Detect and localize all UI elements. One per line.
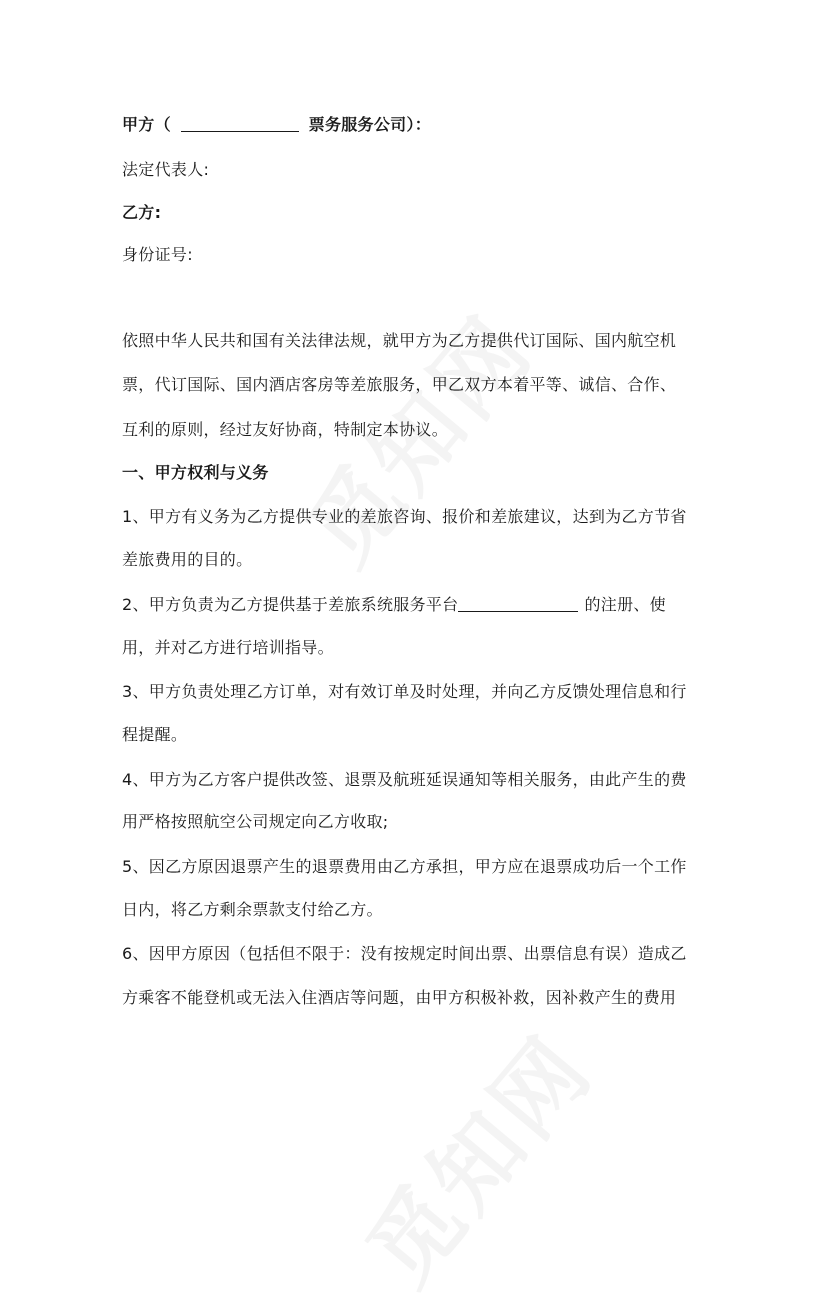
section-title: 一、甲方权利与义务	[122, 463, 269, 482]
intro-line: 票，代订国际、国内酒店客房等差旅服务，甲乙双方本着平等、诚信、合作、	[122, 375, 677, 394]
party-a-suffix: 票务服务公司）：	[308, 115, 432, 134]
clause-text: 5、因乙方原因退票产生的退票费用由乙方承担，甲方应在退票成功后一个工作	[122, 857, 687, 876]
party-b-label: 乙方:	[122, 203, 162, 222]
party-a-prefix: 甲方（	[122, 115, 171, 134]
platform-name-blank[interactable]	[458, 595, 578, 612]
clause-text: 4、甲方为乙方客户提供改签、退票及航班延误通知等相关服务，由此产生的费	[122, 770, 687, 789]
clause-text: 3、甲方负责处理乙方订单，对有效订单及时处理，并向乙方反馈处理信息和行	[122, 682, 687, 701]
clause-2-text-end: 的注册、使	[584, 595, 666, 614]
clause-2-text: 2、甲方负责为乙方提供基于差旅系统服务平台	[122, 595, 459, 614]
watermark	[332, 1003, 617, 1307]
party-a-line	[122, 115, 431, 135]
intro-line: 依照中华人民共和国有关法律法规，就甲方为乙方提供代订国际、国内航空机	[122, 331, 677, 350]
clause-text: 方乘客不能登机或无法入住酒店等问题，由甲方积极补救，因补救产生的费用	[122, 988, 677, 1007]
clause-text: 程提醒。	[122, 725, 188, 744]
clause-text	[122, 595, 666, 615]
clause-text: 差旅费用的目的。	[122, 550, 253, 569]
clause-text: 6、因甲方原因（包括但不限于：没有按规定时间出票、出票信息有误）造成乙	[122, 944, 687, 963]
clause-text: 1、甲方有义务为乙方提供专业的差旅咨询、报价和差旅建议，达到为乙方节省	[122, 507, 687, 526]
legal-representative-label: 法定代表人:	[122, 160, 210, 179]
intro-line: 互利的原则，经过友好协商，特制定本协议。	[122, 420, 449, 439]
party-a-company-blank[interactable]	[181, 115, 299, 132]
id-number-label: 身份证号:	[122, 245, 193, 264]
clause-text: 用，并对乙方进行培训指导。	[122, 638, 334, 657]
clause-text: 用严格按照航空公司规定向乙方收取;	[122, 812, 389, 831]
clause-text: 日内，将乙方剩余票款支付给乙方。	[122, 900, 383, 919]
